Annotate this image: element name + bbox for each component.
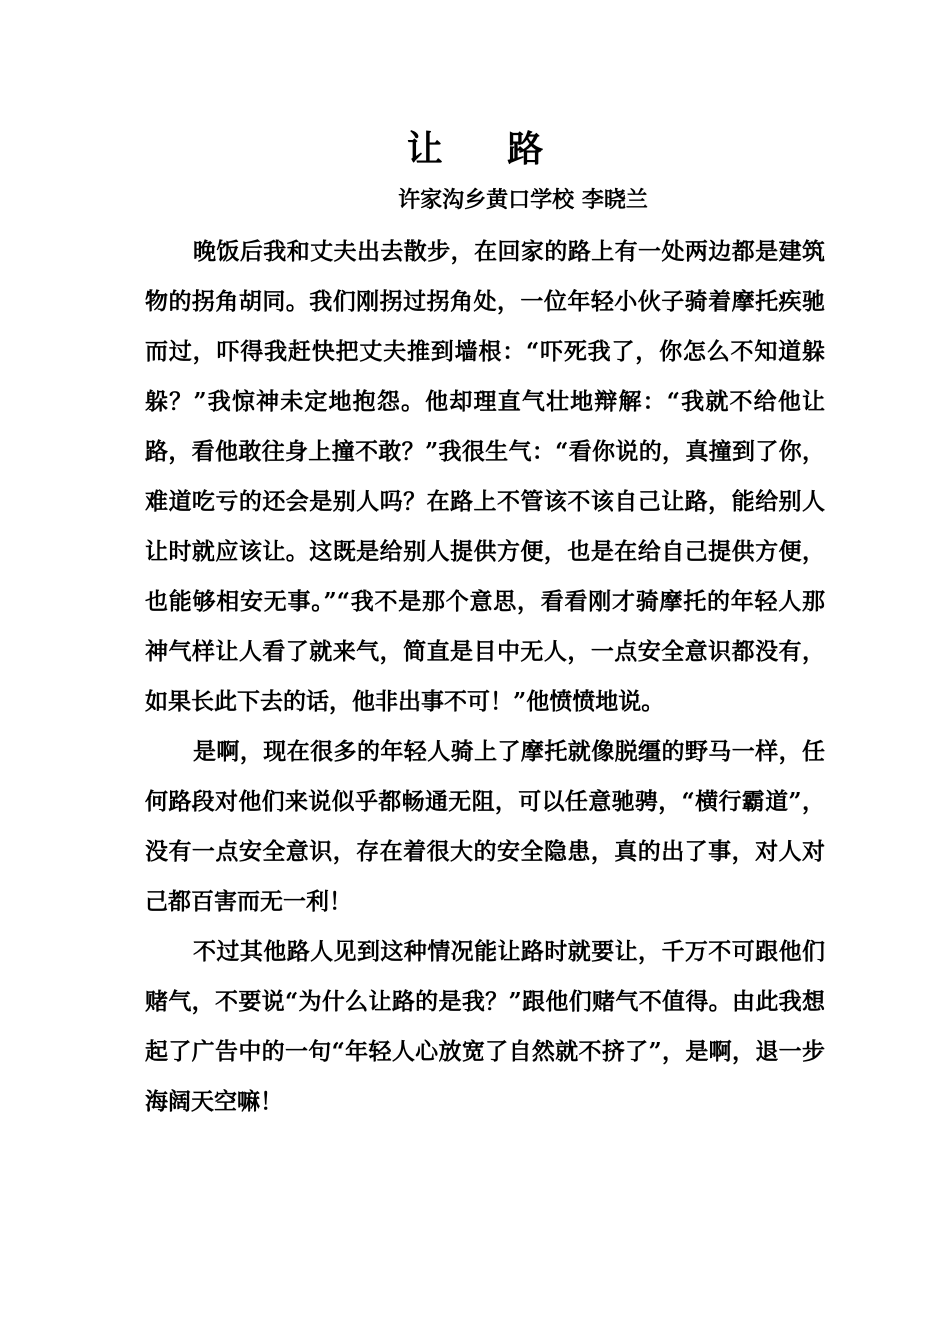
document-title: 让 路: [406, 128, 570, 170]
paragraph-2: 是啊，现在很多的年轻人骑上了摩托就像脱缰的野马一样，任何路段对他们来说似乎都畅通无阻，可以任意驰骋，“横行霸道”，没有一点安全意识，存在着很大的安全隐患，真的出了事，对人对己都百害而无一利！: [145, 738, 825, 915]
paragraph-3: 不过其他路人见到这种情况能让路时就要让，千万不可跟他们赌气，不要说“为什么让路的是我？”跟他们赌气不值得。由此我想起了广告中的一句“年轻人心放宽了自然就不挤了”，是啊，退一步海阔天空嘛！: [145, 938, 825, 1115]
document-author: 许家沟乡黄口学校 李晓兰: [398, 187, 648, 213]
paragraph-1: 晚饭后我和丈夫出去散步，在回家的路上有一处两边都是建筑物的拐角胡同。我们刚拐过拐角处，一位年轻小伙子骑着摩托疾驰而过，吓得我赶快把丈夫推到墙根：“吓死我了，你怎么不知道躲躲？”我惊神未定地抱怨。他却理直气壮地辩解：“我就不给他让路，看他敢往身上撞不敢？”我很生气：“看你说的，真撞到了你，难道吃亏的还会是别人吗？在路上不管该不该自己让路，能给别人让时就应该让。这既是给别人提供方便，也是在给自己提供方便，也能够相安无事。”“我不是那个意思，看看刚才骑摩托的年轻人那神气样让人看了就来气，简直是目中无人，一点安全意识都没有，如果长此下去的话，他非出事不可！”他愤愤地说。: [145, 238, 825, 715]
document-body: [145, 227, 825, 1127]
